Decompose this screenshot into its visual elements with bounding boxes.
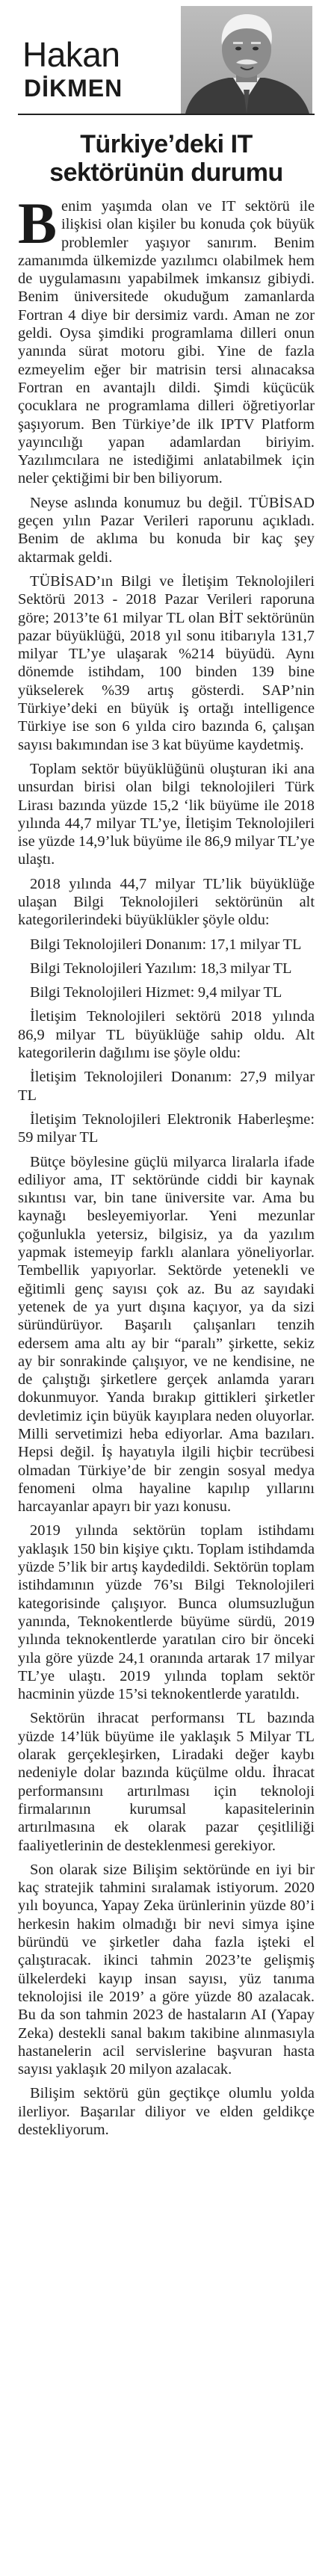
article-body	[18, 191, 315, 2139]
paragraph: İletişim Teknolojileri sektörü 2018 yılında 86,9 milyar TL büyüklüğe sahip oldu. Alt kategorilerin dağılımı ise şöyle oldu:	[18, 1008, 315, 1062]
stat-line: İletişim Teknolojileri Donanım: 27,9 milyar TL	[18, 1069, 315, 1104]
paragraph: Son olarak size Bilişim sektöründe en iyi bir kaç stratejik tahmini sıralamak istiyorum. 2020 yılı boyunca, Yapay Zeka ürünlerinin yüzde 80’i herkesin hakim olmadığı bir nevi simya işine büründü ve şirketler daha fazla işteki el çalıştıracak. ikinci tahmin 2023’te gelişmiş ülkelerdeki kayıp insan sayısı, yüz tanıma teknolojisi ile 2019’ a göre yüzde 80 azalacak. Bu da son tahmin 2023 de hastaların AI (Yapay Zeka) destekli sanal bakım takibine alınmasıyla hastanelerin acil servislerine başvuran hasta sayısı yaklaşık 20 milyon azalacak.	[18, 1861, 315, 2078]
stat-line: İletişim Teknolojileri Elektronik Haberleşme: 59 milyar TL	[18, 1111, 315, 1146]
paragraph: 2018 yılında 44,7 milyar TL’lik büyüklüğe ulaşan Bilgi Teknolojileri sektörünün alt kategorilerindeki büyüklükler şöyle oldu:	[18, 875, 315, 929]
header-divider	[18, 114, 315, 115]
author-header	[18, 0, 315, 114]
stat-line: Bilgi Teknolojileri Yazılım: 18,3 milyar TL	[30, 960, 292, 977]
author-first-name: Hakan	[22, 35, 120, 74]
paragraph: Sektörün ihracat performansı TL bazında yüzde 14’lük büyüme ile yaklaşık 5 Milyar TL olarak gerçekleşirken, Liradaki değer kaybı nedeniyle dolar bazında küçülme oldu. İhracat performansını artırılması için teknoloji firmalarının kurumsal kapasitelerinin artırılmasına ek olarak pazar çeşitliliği faaliyetlerinin de desteklenmesi gerekiyor.	[18, 1710, 315, 1854]
stat-line: Bilgi Teknolojileri Donanım: 17,1 milyar TL	[30, 936, 302, 953]
intro-text: enim yaşımda olan ve IT sektörü ile ilişkisi olan kişiler bu konuda çok büyük problemler yaşıyor sanırım. Benim zamanımda ülkemizde yazılımcı olabilmek hem de uygulamasını yapabilmek imkansız gibiydi. Benim üniversitede okuduğum zamanlarda Fortran 4 diye bir dersimiz vardı. Aman ne zor geldi. Oysa şimdiki programlama dilleri onun yanında sürat motoru gibi. Yine de fazla ezmeyelim eğer bir matrisin tersi alınacaksa Fortran en avantajlı dildi. Şimdi küçücük çocuklara ne programlama dilleri öğretiyorlar şaşıyorum. Ben Türkiye’de ilk IPTV Platform yayıncılığı yapan adamlardan biriyim. Yazılımcılara ne istediğimi anlatabilmek için neler çektiğimi bir ben biliyorum.	[18, 198, 315, 487]
title-line-2: sektörünün durumu	[49, 158, 283, 187]
paragraph-closing: Bilişim sektörü gün geçtikçe olumlu yolda ilerliyor. Başarılar diliyor ve elden geldikçe destekliyorum.	[18, 2085, 315, 2138]
paragraph: Neyse aslında konumuz bu değil. TÜBİSAD geçen yılın Pazar Verileri raporunu açıkladı. Benim de aklıma bu konuda bir kaç şey aktarmak geldi.	[18, 494, 315, 566]
stat-line: Bilgi Teknolojileri Hizmet: 9,4 milyar TL	[30, 984, 282, 1001]
drop-cap: B	[18, 191, 58, 256]
paragraph: TÜBİSAD’ın Bilgi ve İletişim Teknolojileri Sektörü 2013 - 2018 Pazar Verileri raporuna göre; 2013’te 61 milyar TL olan BİT sektörünün pazar büyüklüğü, 2018 yıl sonu itibarıyla 131,7 milyar TL’ye ulaşarak %214 büyüdü. Aynı dönemde istihdam, 100 binden 139 bine yükselerek %39 artış gösterdi. SAP’nin Türkiye’deki en büyük iş ortağı intelligence Türkiye ise son 6 yılda ciro bazında 6, çalışan sayısı bakımından ise 3 kat büyüme kaydetmiş.	[18, 572, 315, 753]
author-portrait-image	[181, 6, 312, 114]
paragraph: Toplam sektör büyüklüğünü oluşturan iki ana unsurdan birisi olan bilgi teknolojileri Türk Lirası bazında yüzde 15,2 ‘lik büyüme ile 2018 yılında 44,7 milyar TL’ye, İletişim Teknolojileri ise yüzde 14,9’luk büyüme ile 86,9 milyar TL’ye ulaştı.	[18, 760, 315, 868]
article-title	[18, 130, 315, 187]
paragraph: Bütçe böylesine güçlü milyarca liralarla ifade ediliyor ama, IT sektöründe ciddi bir kaynak sıkıntısı var, bin tane üniversite var. Ama bu kaynağı besleyemiyorlar. Yeni mezunlar çoğunlukla yetersiz, bilgisiz, ya da yazılım yapmak istemeyip farklı alanlara yöneliyorlar. Tembellik yapıyorlar. Sektörde yetenekli ve eğitimli genç sayısı çok az. Bu az sayıdaki yetenek de ya yurt dışına kaçıyor, ya da sizi süründürüyor. Başarılı çalışanları tenzih edersem ama altı ay bir “paralı” şirkette, sekiz ay bir sonrakinde çalışıyor, ve ne kendisine, ne de çalıştığı şirketlere gerçek anlamda yararı dokunmuyor. Yanda bırakıp gittikleri şirketler devletimiz için büyük kayıplara neden oluyorlar. Milli servetimizi heba ediyorlar. Ama bazıları. Hepsi değil. İş hayatıyla ilgili hiçbir tecrübesi olmadan Türkiye’de bir zengin sosyal medya fenomeni olma hayaline kapılıp yıllarını harcayanlar apayrı bir yazı konusu.	[18, 1153, 315, 1516]
author-last-name: DİKMEN	[24, 75, 123, 102]
author-photo	[181, 6, 312, 114]
title-line-1: Türkiye’deki IT	[80, 130, 253, 158]
paragraph-intro	[18, 191, 315, 488]
paragraph: 2019 yılında sektörün toplam istihdamı yaklaşık 150 bin kişiye çıktı. Toplam istihdamda yüzde 5’lik bir artış kaydedildi. Sektörün toplam istihdamının yüzde 76’sı Bilgi Teknolojileri kategorisinde çalışıyor. Bunca olumsuzluğun yanında, Teknokentlerde büyüme sürdü, 2019 yılında teknokentlerde yaratılan ciro bir önceki yıla göre yüzde 24,1 oranında artarak 17 milyar TL’ye ulaştı. 2019 yılında toplam sektör hacminin yüzde 15’si teknokentlerde yaratıldı.	[18, 1522, 315, 1703]
